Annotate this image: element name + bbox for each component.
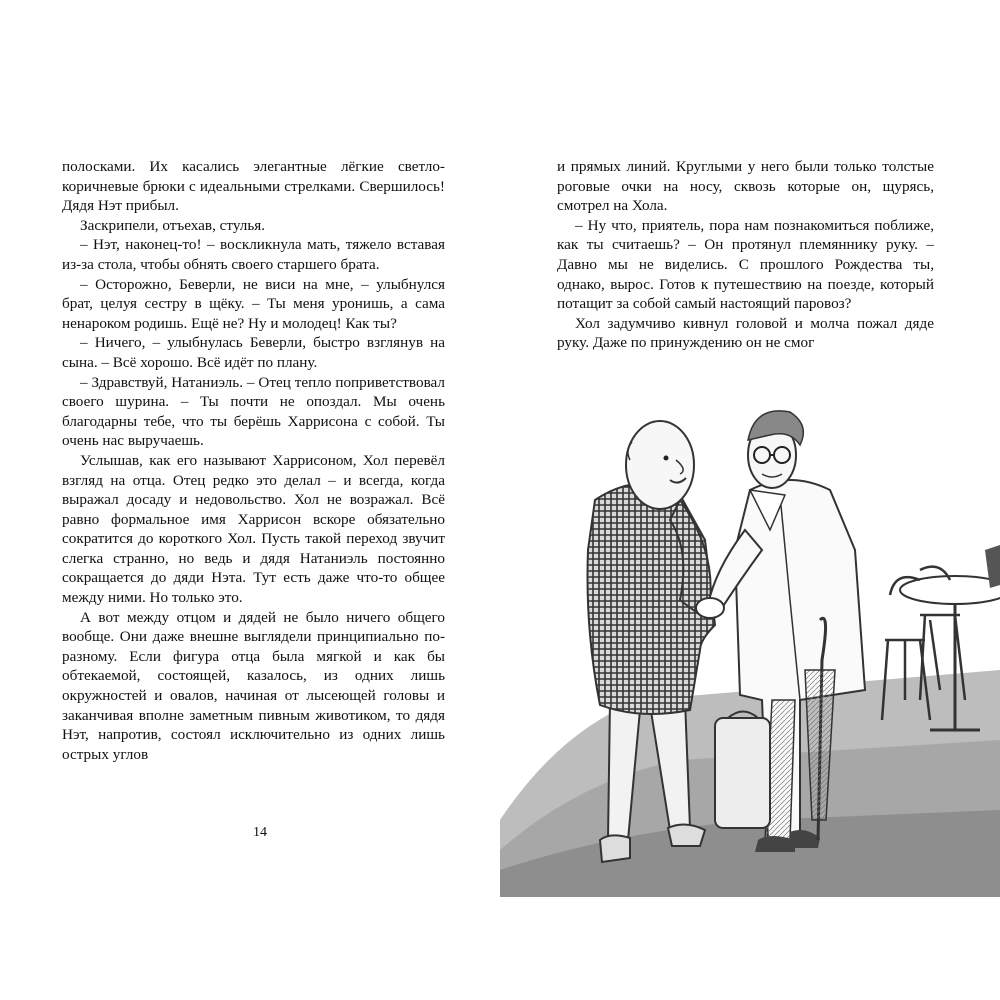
paragraph: А вот между отцом и дядей не было ничего общего вообще. Они даже внешне выглядели принципиально по-разному. Если фигура отца была мягкой и как бы обтекаемой, состоящей, казалось, из одних лишь окружностей и овалов, начиная от лысеющей головы и заканчивая вполне заметным пивным животиком, то дядя Нэт, напротив, состоял исключительно из одних лишь острых углов: [62, 608, 445, 763]
paragraph: Хол задумчиво кивнул головой и молча пожал дяде руку. Даже по принуждению он не смог: [557, 314, 934, 352]
paragraph: Услышав, как его называют Харрисоном, Хол перевёл взгляд на отца. Отец редко это делал – и всегда, когда выражал досаду и недовольство. Хол не возражал. Всё равно формальное имя Харрисон вскоре обязательно сократится до короткого Хол. Пусть такой переход звучит слегка странно, но ведь и дядя Натаниэль постоянно сокращается до дяди Нэта. Тут есть даже что-то общее между ними. Но только это.: [62, 451, 445, 607]
paragraph: – Нэт, наконец-то! – воскликнула мать, тяжело вставая из-за стола, чтобы обнять своего старшего брата.: [62, 236, 445, 273]
paragraph: полосками. Их касались элегантные лёгкие светло-коричневые брюки с идеальными стрелками. Свершилось! Дядя Нэт прибыл.: [62, 158, 445, 215]
paragraph: Заскрипели, отъехав, стулья.: [80, 216, 266, 234]
paragraph: и прямых линий. Круглыми у него были только толстые роговые очки на носу, сквозь которые он, щурясь, смотрел на Хола.: [557, 158, 934, 215]
illustration-two-men-handshake-icon: [500, 400, 1000, 897]
paragraph: – Ничего, – улыбнулась Беверли, быстро взглянув на сына. – Всё хорошо. Всё идёт по плану.: [62, 334, 445, 371]
paragraph: – Ну что, приятель, пора нам познакомиться поближе, как ты считаешь? – Он протянул племяннику руку. – Давно мы не виделись. С прошлого Рождества ты, однако, вырос. Готов к путешествию на поезде, который потащит за собой самый настоящий паровоз?: [557, 216, 934, 313]
paragraph: – Осторожно, Беверли, не виси на мне, – улыбнулся брат, целуя сестру в щёку. – Ты меня уронишь, а сама ненароком родишь. Ещё не? Ну и молодец! Как ты?: [62, 275, 445, 332]
paragraph: – Здравствуй, Натаниэль. – Отец тепло поприветствовал своего шурина. – Ты почти не опоздал. Мы очень благодарны тебе, что ты берёшь Харрисона с собой. Ты очень нас выручаешь.: [62, 373, 445, 450]
left-page-text: [62, 157, 445, 764]
page-number: 14: [253, 825, 267, 840]
right-page-text: [557, 157, 934, 353]
